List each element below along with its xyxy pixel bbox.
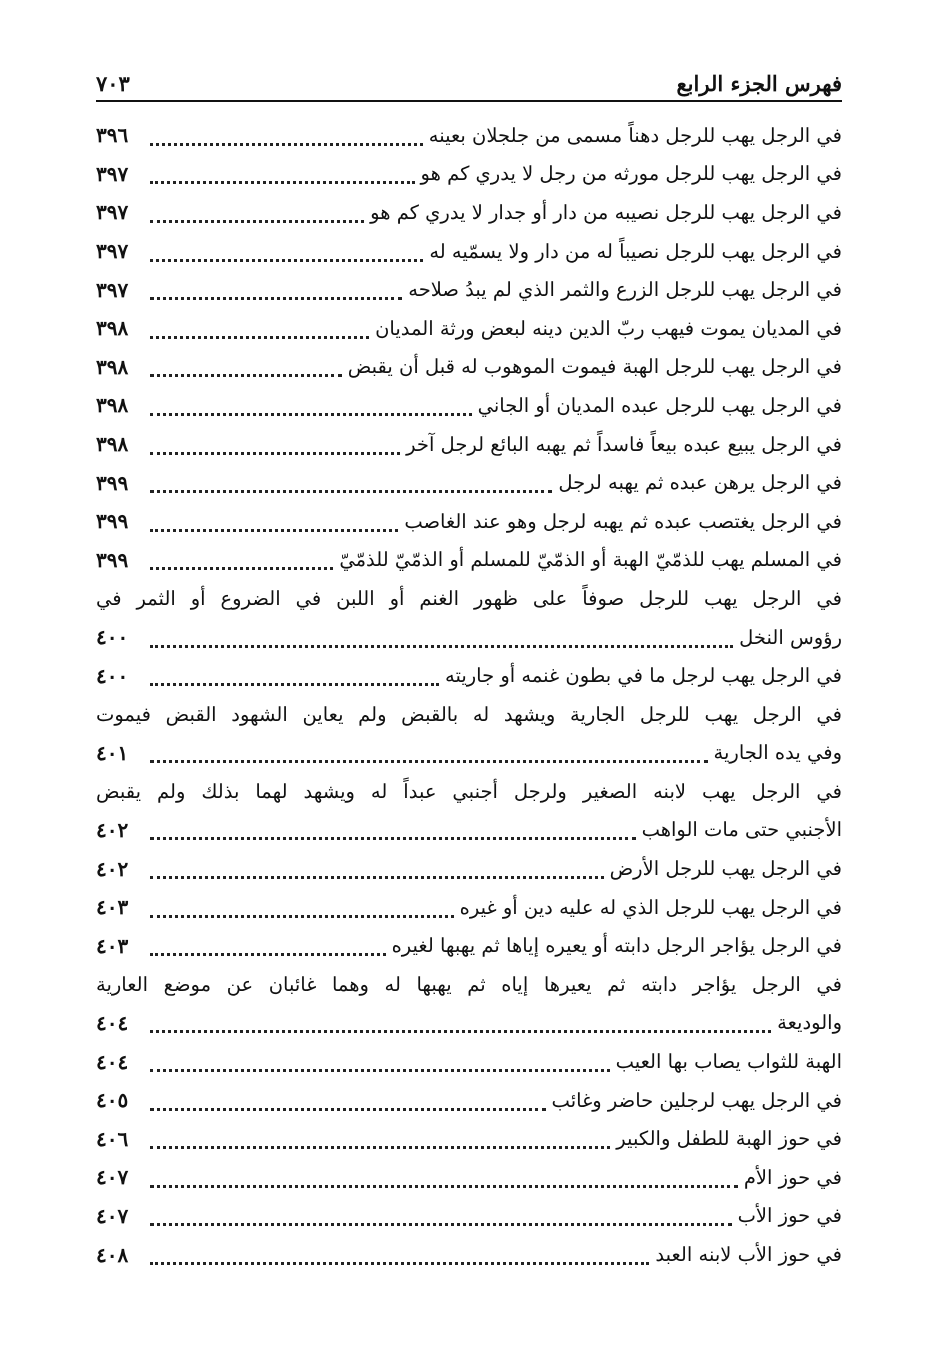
toc-entry: [96, 232, 842, 271]
dot-leader: [150, 1132, 610, 1149]
toc-page-number: ٣٩٨: [96, 316, 129, 341]
toc-entry-text: في الرجل يهب للرجل عبده المديان أو الجاني: [477, 393, 842, 417]
toc-entry-text: في حوز الأب: [737, 1204, 842, 1228]
dot-leader: [150, 322, 369, 339]
toc-entry-text: في حوز الأم: [743, 1165, 842, 1189]
toc-entry: [96, 772, 842, 849]
toc-entry-text: في الرجل يهب للرجل الجارية ويشهد له بالقبض ولم يعاين الشهود القبض فيموت: [96, 702, 842, 726]
toc-entry-text: في الرجل يبيع عبده بيعاً فاسداً ثم يهبه البائع لرجل آخر: [406, 432, 842, 456]
toc-entry: [96, 849, 842, 888]
toc-entry-text: في الرجل يهب لرجل ما في بطون غنمه أو جاريته: [445, 664, 842, 688]
toc-entry: [96, 309, 842, 348]
toc-page-number: ٣٩٧: [96, 239, 129, 264]
toc-entry-text: في الرجل يهب للرجل الهبة فيموت الموهوب له قبل أن يقبض: [347, 355, 842, 379]
toc-page-number: ٤٠١: [96, 740, 129, 765]
toc-page-number: ٤٠٦: [96, 1126, 129, 1151]
toc-entry-text: في الرجل يهب لرجلين حاضر وغائب: [551, 1088, 842, 1112]
dot-leader: [150, 245, 423, 262]
dot-leader: [150, 1094, 546, 1111]
toc-entry: [96, 270, 842, 309]
toc-page-number: ٤٠٠: [96, 663, 129, 688]
toc-entry-text: في الرجل يهب لابنه الصغير ولرجل أجنبي عبداً له ويشهد لهما بذلك ولم يقبض: [96, 779, 842, 803]
toc-entry-text: في الرجل يهب للرجل نصيباً له من دار ولا يسمّيه له: [429, 239, 842, 263]
toc-entry-text: في الرجل يؤاجر دابته ثم يعيرها إياه ثم يهبها له وهما غائبان عن موضع العارية: [96, 972, 842, 996]
toc-page-number: ٤٠٢: [96, 817, 129, 842]
dot-leader: [150, 553, 333, 570]
dot-leader: [150, 1209, 732, 1226]
toc-page-number: ٤٠٢: [96, 856, 129, 881]
toc-page-number: ٤٠٠: [96, 625, 129, 650]
toc-entry: [96, 463, 842, 502]
toc-page-number: ٣٩٧: [96, 277, 129, 302]
dot-leader: [150, 901, 454, 918]
dot-leader: [150, 1248, 649, 1265]
toc-page-number: ٣٩٨: [96, 354, 129, 379]
toc-page-number: ٤٠٥: [96, 1088, 129, 1113]
dot-leader: [150, 669, 439, 686]
toc-entry-text: الهبة للثواب يصاب بها العيب: [615, 1050, 842, 1074]
dot-leader: [150, 399, 472, 416]
toc-page-number: ٣٩٨: [96, 393, 129, 418]
dot-leader: [150, 476, 552, 493]
toc-entry-text: في المسلم يهب للذمّيّ الهبة أو الذمّيّ للمسلم أو الذمّيّ للذمّيّ: [339, 548, 842, 572]
toc-entry: [96, 965, 842, 1042]
toc-entry-text: في الرجل يغتصب عبده ثم يهبه لرجل وهو عند الغاصب: [404, 509, 842, 533]
dot-leader: [150, 129, 423, 146]
dot-leader: [150, 1055, 610, 1072]
toc-entry: [96, 116, 842, 155]
toc-entry: [96, 579, 842, 656]
toc-entry: [96, 926, 842, 965]
toc-entry: [96, 155, 842, 194]
toc-entry-text: في الرجل يهب للرجل نصيبه من دار أو جدار لا يدري كم هو: [370, 200, 842, 224]
dot-leader: [150, 939, 386, 956]
toc-entry-text: في الرجل يهب للرجل دهناً مسمى من جلجلان بعينه: [428, 123, 842, 147]
toc-entry: [96, 1197, 842, 1236]
dot-leader: [150, 283, 402, 300]
page-header: [96, 62, 842, 102]
toc-page-number: ٤٠٤: [96, 1049, 129, 1074]
toc-page-number: ٤٠٧: [96, 1203, 129, 1228]
toc-entry: [96, 888, 842, 927]
toc-page-number: ٣٩٩: [96, 509, 129, 534]
toc-entry: [96, 1081, 842, 1120]
toc-entry: [96, 1119, 842, 1158]
toc-entry: [96, 695, 842, 772]
table-of-contents: [96, 116, 842, 1274]
toc-entry-text: رؤوس النخل: [739, 625, 842, 649]
dot-leader: [150, 438, 400, 455]
toc-entry-text: في الرجل يهب للرجل مورثه من رجل لا يدري كم هو: [420, 162, 842, 186]
toc-entry: [96, 193, 842, 232]
toc-page-number: ٤٠٨: [96, 1242, 129, 1267]
toc-page-number: ٣٩٨: [96, 432, 129, 457]
header-title: فهرس الجزء الرابع: [676, 71, 842, 96]
toc-entry: [96, 502, 842, 541]
toc-entry-text: في الرجل يهب للرجل الذي له عليه دين أو غيره: [459, 895, 842, 919]
dot-leader: [150, 746, 708, 763]
toc-entry-text: في حوز الهبة للطفل والكبير: [616, 1127, 842, 1151]
dot-leader: [150, 515, 398, 532]
toc-page-number: ٤٠٣: [96, 895, 129, 920]
toc-entry-text: الأجنبي حتى مات الواهب: [641, 818, 842, 842]
toc-entry: [96, 348, 842, 387]
dot-leader: [150, 1016, 771, 1033]
toc-page-number: ٤٠٣: [96, 933, 129, 958]
dot-leader: [150, 167, 415, 184]
toc-page-number: ٣٩٩: [96, 547, 129, 572]
toc-entry: [96, 1235, 842, 1274]
dot-leader: [150, 360, 342, 377]
header-page-number: ٧٠٣: [96, 71, 130, 96]
toc-entry: [96, 541, 842, 580]
toc-entry: [96, 425, 842, 464]
toc-entry-text: في الرجل يهب للرجل الأرض: [609, 857, 842, 881]
dot-leader: [150, 823, 636, 840]
toc-page-number: ٤٠٧: [96, 1165, 129, 1190]
dot-leader: [150, 631, 733, 648]
toc-page-number: ٤٠٤: [96, 1010, 129, 1035]
toc-entry-text: في حوز الأب لابنه العبد: [655, 1243, 842, 1267]
toc-page-number: ٣٩٧: [96, 200, 129, 225]
toc-entry: [96, 386, 842, 425]
toc-entry: [96, 656, 842, 695]
dot-leader: [150, 1171, 738, 1188]
toc-page-number: ٣٩٧: [96, 161, 129, 186]
toc-page-number: ٣٩٦: [96, 123, 129, 148]
toc-entry: [96, 1158, 842, 1197]
dot-leader: [150, 862, 604, 879]
toc-entry-text: وفي يده الجارية: [713, 741, 842, 765]
toc-entry-text: في الرجل يهب للرجل صوفاً على ظهور الغنم أو اللبن في الضروع أو الثمر في: [96, 586, 842, 610]
toc-entry-text: والوديعة: [777, 1011, 842, 1035]
toc-entry-text: في الرجل يهب للرجل الزرع والثمر الذي لم يبدُ صلاحه: [408, 278, 842, 302]
toc-entry-text: في الرجل يؤاجر الرجل دابته أو يعيره إياها ثم يهبها لغيره: [391, 934, 842, 958]
toc-entry: [96, 1042, 842, 1081]
toc-entry-text: في المديان يموت فيهب ربّ الدين دينه لبعض ورثة المديان: [375, 316, 842, 340]
dot-leader: [150, 206, 364, 223]
toc-entry-text: في الرجل يرهن عبده ثم يهبه لرجل: [558, 471, 842, 495]
toc-page-number: ٣٩٩: [96, 470, 129, 495]
